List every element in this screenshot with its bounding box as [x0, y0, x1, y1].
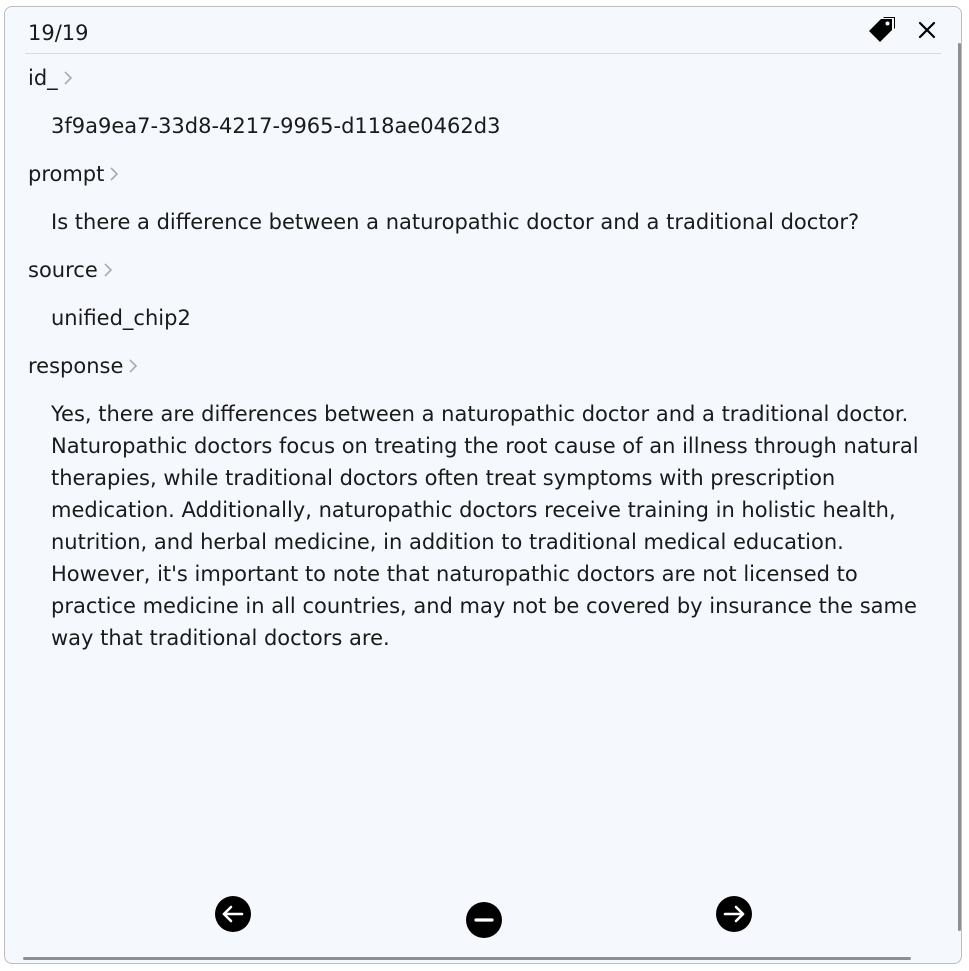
field-label-text: id_	[28, 66, 58, 90]
record-viewer-window	[4, 6, 962, 964]
chevron-right-icon	[102, 261, 114, 279]
chevron-right-icon	[62, 69, 74, 87]
horizontal-scrollbar[interactable]	[23, 957, 911, 960]
record-counter: 19/19	[28, 21, 89, 45]
arrow-left-icon	[215, 896, 251, 932]
field-label-response[interactable]	[28, 351, 928, 381]
close-button[interactable]	[916, 19, 938, 41]
close-icon	[916, 19, 938, 41]
field-label-source[interactable]	[28, 255, 928, 285]
field-value-response: Yes, there are differences between a naturopathic doctor and a traditional doctor. Naturopathic doctors focus on treating the root cause of an illness through natural therapies, while traditional doctors often treat symptoms with prescription medication. Additionally, naturopathic doctors receive training in holistic health, nutrition, and herbal medicine, in addition to traditional medical education. However, it's important to note that naturopathic doctors are not licensed to practice medicine in all countries, and may not be covered by insurance the same way that traditional doctors are.	[51, 402, 919, 650]
tag-button[interactable]	[868, 17, 896, 43]
field-label-text: response	[28, 354, 124, 378]
vertical-scrollbar[interactable]	[958, 43, 961, 931]
next-button[interactable]	[716, 896, 752, 932]
field-label-text: prompt	[28, 162, 105, 186]
field-label-text: source	[28, 258, 98, 282]
field-label-id[interactable]	[28, 63, 928, 93]
tag-icon	[868, 17, 896, 43]
field-label-prompt[interactable]	[28, 159, 928, 189]
previous-button[interactable]	[215, 896, 251, 932]
field-value-prompt: Is there a difference between a naturopathic doctor and a traditional doctor?	[51, 210, 860, 234]
field-value-source: unified_chip2	[51, 306, 191, 330]
chevron-right-icon	[108, 165, 120, 183]
remove-button[interactable]	[466, 902, 502, 938]
header	[25, 7, 941, 54]
chevron-right-icon	[127, 357, 139, 375]
minus-icon	[466, 902, 502, 938]
field-value-id: 3f9a9ea7-33d8-4217-9965-d118ae0462d3	[51, 114, 501, 138]
record-fields	[28, 63, 928, 671]
arrow-right-icon	[716, 896, 752, 932]
